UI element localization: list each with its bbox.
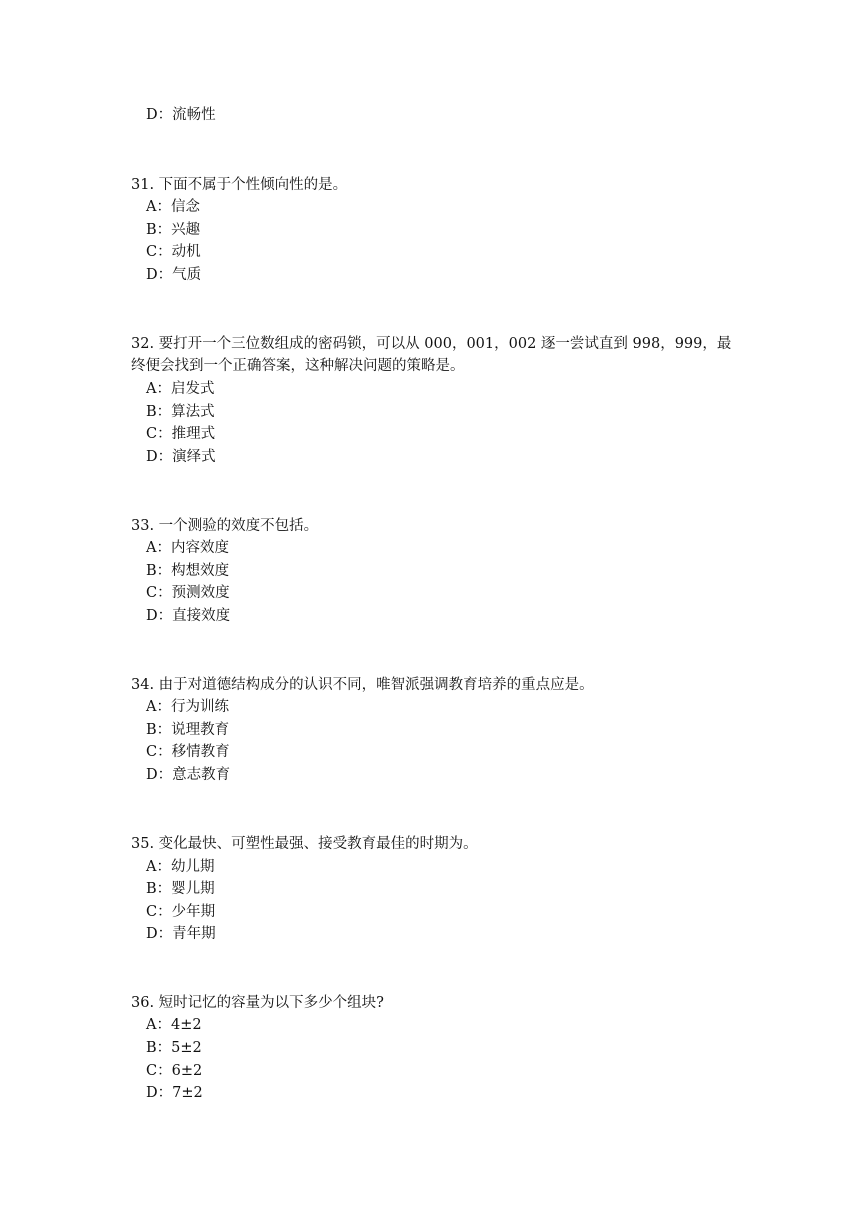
question-stem: 31. 下面不属于个性倾向性的是。 bbox=[131, 177, 348, 193]
option-a: A：内容效度 bbox=[146, 540, 229, 556]
option-b: B：5±2 bbox=[146, 1040, 202, 1056]
question-stem: 35. 变化最快、可塑性最强、接受教育最佳的时期为。 bbox=[131, 836, 478, 852]
question-stem: 33. 一个测验的效度不包括。 bbox=[131, 518, 319, 534]
option-b: B：兴趣 bbox=[146, 222, 201, 238]
option-c: C：少年期 bbox=[146, 904, 216, 920]
option-c: C：推理式 bbox=[146, 426, 216, 442]
option-b: B：算法式 bbox=[146, 404, 215, 420]
option-c: C：预测效度 bbox=[146, 585, 230, 601]
question-stem: 34. 由于对道德结构成分的认识不同，唯智派强调教育培养的重点应是。 bbox=[131, 677, 594, 693]
option-c: C：移情教育 bbox=[146, 744, 230, 760]
option-a: A：信念 bbox=[146, 199, 200, 215]
option-d: D：青年期 bbox=[146, 926, 216, 942]
option-b: B：婴儿期 bbox=[146, 881, 215, 897]
option-d: D：流畅性 bbox=[146, 107, 216, 123]
option-a: A：4±2 bbox=[146, 1017, 202, 1033]
option-a: A：幼儿期 bbox=[146, 859, 215, 875]
question-stem: 32. 要打开一个三位数组成的密码锁，可以从 000，001，002 逐一尝试直到 998，999，最 bbox=[131, 336, 732, 352]
option-d: D：7±2 bbox=[146, 1085, 203, 1101]
option-d: D：意志教育 bbox=[146, 767, 231, 783]
option-b: B：说理教育 bbox=[146, 722, 230, 738]
option-a: A：启发式 bbox=[146, 381, 215, 397]
question-stem-continued: 终便会找到一个正确答案，这种解决问题的策略是。 bbox=[131, 358, 465, 374]
option-d: D：演绎式 bbox=[146, 449, 216, 465]
option-d: D：气质 bbox=[146, 267, 202, 283]
option-c: C：6±2 bbox=[146, 1063, 203, 1079]
option-a: A：行为训练 bbox=[146, 699, 229, 715]
question-stem: 36. 短时记忆的容量为以下多少个组块? bbox=[131, 995, 384, 1011]
option-c: C：动机 bbox=[146, 244, 201, 260]
option-b: B：构想效度 bbox=[146, 563, 230, 579]
option-d: D：直接效度 bbox=[146, 608, 231, 624]
